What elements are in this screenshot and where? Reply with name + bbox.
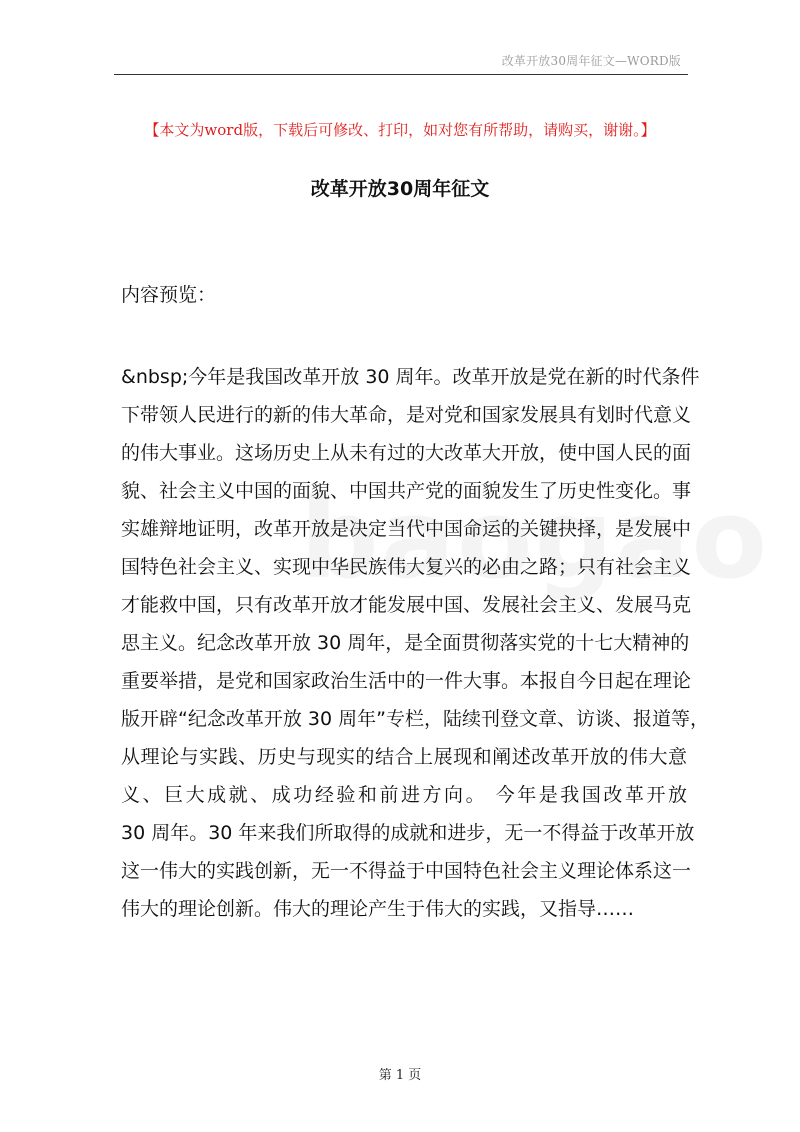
body-line: 重要举措，是党和国家政治生活中的一件大事。本报自今日起在理论 (121, 670, 692, 692)
body-line: 思主义。纪念改革开放 30 周年，是全面贯彻落实党的十七大精神的 (121, 632, 690, 654)
body-line: 国特色社会主义、实现中华民族伟大复兴的必由之路；只有社会主义 (121, 556, 692, 578)
body-line: 从理论与实践、历史与现实的结合上展现和阐述改革开放的伟大意 (121, 746, 687, 768)
body-line: 才能救中国，只有改革开放才能发展中国、发展社会主义、发展马克 (121, 594, 692, 616)
document-title: 改革开放30周年征文 (310, 178, 490, 200)
body-text (121, 363, 709, 933)
preview-label: 内容预览： (121, 284, 217, 306)
body-line: 版开辟“纪念改革开放 30 周年”专栏，陆续刊登文章、访谈、报道等， (121, 708, 709, 730)
header-divider (114, 74, 688, 75)
download-notice: 【本文为word版，下载后可修改、打印，如对您有所帮助，请购买，谢谢。】 (144, 121, 656, 139)
body-line: 伟大的理论创新。伟大的理论产生于伟大的实践，又指导…… (121, 898, 635, 920)
body-line: 这一伟大的实践创新，无一不得益于中国特色社会主义理论体系这一 (121, 860, 692, 882)
running-header: 改革开放30周年征文—WORD版 (501, 54, 681, 68)
body-line: &nbsp;今年是我国改革开放 30 周年。改革开放是党在新的时代条件 (121, 366, 700, 388)
body-line: 下带领人民进行的新的伟大革命，是对党和国家发展具有划时代意义 (121, 404, 692, 426)
body-line: 实雄辩地证明，改革开放是决定当代中国命运的关键抉择，是发展中 (121, 518, 692, 540)
body-line: 义、巨大成就、成功经验和前进方向。 今年是我国改革开放 (121, 784, 687, 806)
page-number: 第 1 页 (378, 1068, 422, 1083)
body-line: 貌、社会主义中国的面貌、中国共产党的面貌发生了历史性变化。事 (121, 480, 692, 502)
body-line: 30 周年。30 年来我们所取得的成就和进步，无一不得益于改革开放 (121, 822, 695, 844)
body-line: 的伟大事业。这场历史上从未有过的大改革大开放，使中国人民的面 (121, 442, 692, 464)
